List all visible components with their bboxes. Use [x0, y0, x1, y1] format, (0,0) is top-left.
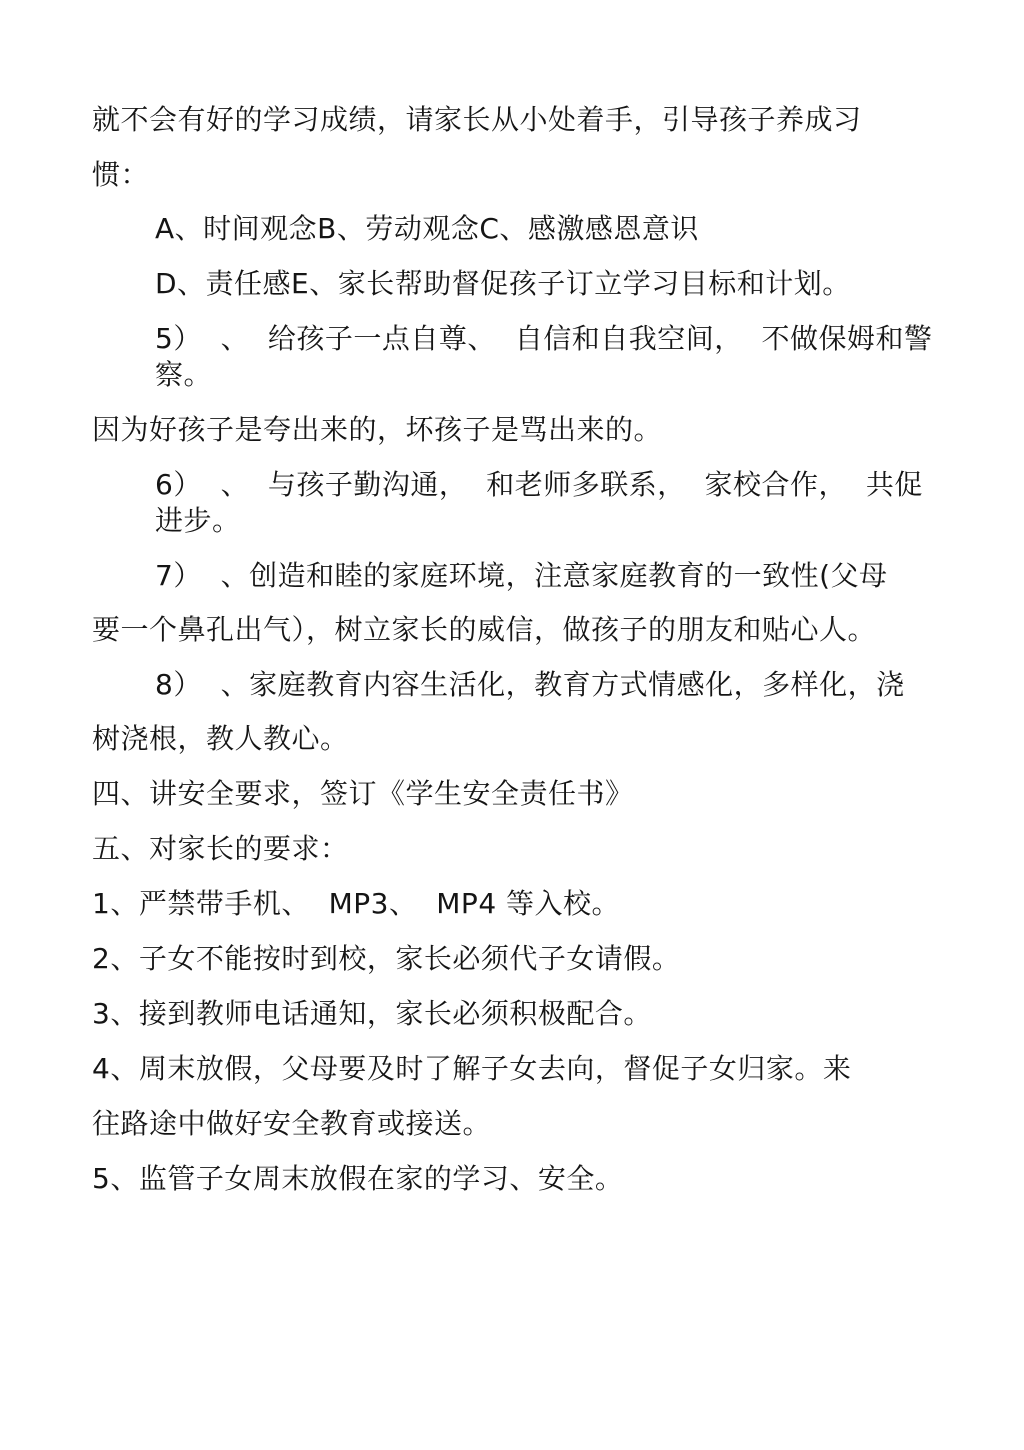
text-line-6: 察。 — [155, 358, 213, 391]
text-line-5: 5） 、 给孩子一点自尊、 自信和自我空间， 不做保姆和警 — [155, 322, 933, 355]
text-line-8: 6） 、 与孩子勤沟通， 和老师多联系， 家校合作， 共促 — [155, 468, 923, 501]
text-line-7: 因为好孩子是夸出来的，坏孩子是骂出来的。 — [92, 413, 663, 446]
text-line-12: 8） 、家庭教育内容生活化，教育方式情感化，多样化，浇 — [155, 668, 905, 701]
text-line-2: 惯： — [92, 158, 150, 191]
text-line-20: 往路途中做好安全教育或接送。 — [92, 1107, 492, 1140]
text-line-17: 2、子女不能按时到校，家长必须代子女请假。 — [92, 942, 681, 975]
text-line-11: 要一个鼻孔出气），树立家长的威信，做孩子的朋友和贴心人。 — [92, 613, 877, 646]
text-line-13: 树浇根，教人教心。 — [92, 722, 349, 755]
text-line-18: 3、接到教师电话通知，家长必须积极配合。 — [92, 997, 652, 1030]
text-line-14: 四、讲安全要求，签订《学生安全责任书》 — [92, 777, 634, 810]
text-line-3: A、时间观念B、劳动观念C、感激感恩意识 — [155, 212, 699, 245]
text-line-15: 五、对家长的要求： — [92, 832, 349, 865]
text-line-16: 1、严禁带手机、 MP3、 MP4 等入校。 — [92, 887, 621, 920]
text-line-9: 进步。 — [155, 504, 241, 537]
text-line-10: 7） 、创造和睦的家庭环境，注意家庭教育的一致性(父母 — [155, 559, 888, 592]
text-line-1: 就不会有好的学习成绩，请家长从小处着手，引导孩子养成习 — [92, 103, 862, 136]
text-line-21: 5、监管子女周末放假在家的学习、安全。 — [92, 1162, 624, 1195]
text-line-4: D、责任感E、家长帮助督促孩子订立学习目标和计划。 — [155, 267, 851, 300]
text-line-19: 4、周末放假，父母要及时了解子女去向，督促子女归家。来 — [92, 1052, 852, 1085]
